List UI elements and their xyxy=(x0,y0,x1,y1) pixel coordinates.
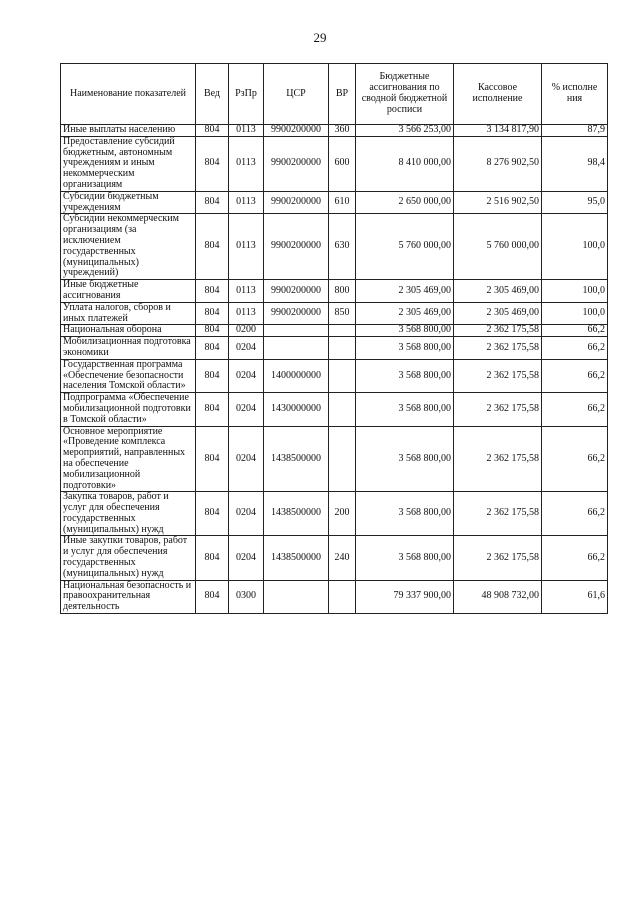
row-budget: 3 568 800,00 xyxy=(356,359,454,392)
table-row xyxy=(61,580,608,613)
row-percent: 100,0 xyxy=(542,214,608,280)
table-row xyxy=(61,359,608,392)
row-csr: 1430000000 xyxy=(264,393,329,426)
row-name: Подпрограмма «Обеспечение мобилизационной подготовки в Томской области» xyxy=(61,393,196,426)
row-rzpr: 0113 xyxy=(229,214,264,280)
row-ved: 804 xyxy=(196,280,229,303)
row-cash: 2 305 469,00 xyxy=(454,280,542,303)
row-rzpr: 0113 xyxy=(229,191,264,214)
row-rzpr: 0204 xyxy=(229,536,264,580)
row-csr: 9900200000 xyxy=(264,125,329,137)
row-ved: 804 xyxy=(196,359,229,392)
row-cash: 2 362 175,58 xyxy=(454,325,542,337)
row-ved: 804 xyxy=(196,426,229,492)
row-vr: 200 xyxy=(329,492,356,536)
row-cash: 2 362 175,58 xyxy=(454,492,542,536)
row-budget: 2 650 000,00 xyxy=(356,191,454,214)
row-ved: 804 xyxy=(196,191,229,214)
row-rzpr: 0200 xyxy=(229,325,264,337)
row-csr: 1400000000 xyxy=(264,359,329,392)
row-csr: 1438500000 xyxy=(264,492,329,536)
row-rzpr: 0204 xyxy=(229,393,264,426)
row-percent: 95,0 xyxy=(542,191,608,214)
row-vr xyxy=(329,426,356,492)
header-name: Наименование показателей xyxy=(61,64,196,125)
row-csr: 1438500000 xyxy=(264,536,329,580)
row-budget: 3 568 800,00 xyxy=(356,492,454,536)
row-vr xyxy=(329,325,356,337)
row-percent: 66,2 xyxy=(542,337,608,360)
row-vr xyxy=(329,580,356,613)
row-vr xyxy=(329,337,356,360)
row-percent: 66,2 xyxy=(542,492,608,536)
row-name: Основное мероприятие «Проведение комплекса мероприятий, направленных на обеспечение мобилизационной подготовки» xyxy=(61,426,196,492)
table-row xyxy=(61,191,608,214)
row-budget: 5 760 000,00 xyxy=(356,214,454,280)
row-percent: 66,2 xyxy=(542,426,608,492)
row-cash: 5 760 000,00 xyxy=(454,214,542,280)
table-row xyxy=(61,302,608,325)
row-vr: 360 xyxy=(329,125,356,137)
row-name: Уплата налогов, сборов и иных платежей xyxy=(61,302,196,325)
row-csr: 9900200000 xyxy=(264,302,329,325)
row-rzpr: 0204 xyxy=(229,359,264,392)
row-percent: 66,2 xyxy=(542,393,608,426)
row-percent: 66,2 xyxy=(542,536,608,580)
row-ved: 804 xyxy=(196,337,229,360)
table-row xyxy=(61,393,608,426)
row-vr xyxy=(329,359,356,392)
row-budget: 79 337 900,00 xyxy=(356,580,454,613)
row-rzpr: 0113 xyxy=(229,280,264,303)
row-ved: 804 xyxy=(196,325,229,337)
row-vr: 600 xyxy=(329,136,356,191)
row-budget: 2 305 469,00 xyxy=(356,280,454,303)
row-name: Национальная оборона xyxy=(61,325,196,337)
row-ved: 804 xyxy=(196,536,229,580)
row-cash: 2 362 175,58 xyxy=(454,337,542,360)
row-ved: 804 xyxy=(196,125,229,137)
row-name: Иные закупки товаров, работ и услуг для обеспечения государственных (муниципальных) нужд xyxy=(61,536,196,580)
row-csr xyxy=(264,337,329,360)
row-cash: 8 276 902,50 xyxy=(454,136,542,191)
row-percent: 66,2 xyxy=(542,325,608,337)
row-name: Иные бюджетные ассигнования xyxy=(61,280,196,303)
table-header-row xyxy=(61,64,608,125)
row-cash: 48 908 732,00 xyxy=(454,580,542,613)
row-name: Мобилизационная подготовка экономики xyxy=(61,337,196,360)
row-csr: 9900200000 xyxy=(264,191,329,214)
page-number: 29 xyxy=(313,30,327,45)
table-row xyxy=(61,125,608,137)
budget-execution-table xyxy=(60,63,608,614)
header-percent: % исполне ния xyxy=(542,64,608,125)
row-cash: 3 134 817,90 xyxy=(454,125,542,137)
row-cash: 2 362 175,58 xyxy=(454,536,542,580)
table-row xyxy=(61,426,608,492)
row-percent: 100,0 xyxy=(542,280,608,303)
table-row xyxy=(61,280,608,303)
header-rzpr: РзПр xyxy=(229,64,264,125)
table-row xyxy=(61,492,608,536)
row-rzpr: 0113 xyxy=(229,136,264,191)
row-budget: 3 568 800,00 xyxy=(356,536,454,580)
row-ved: 804 xyxy=(196,214,229,280)
header-budget: Бюджетные ассигнования по сводной бюджетной росписи xyxy=(356,64,454,125)
table-row xyxy=(61,325,608,337)
row-name: Государственная программа «Обеспечение безопасности населения Томской области» xyxy=(61,359,196,392)
row-cash: 2 305 469,00 xyxy=(454,302,542,325)
row-rzpr: 0113 xyxy=(229,302,264,325)
row-ved: 804 xyxy=(196,393,229,426)
row-name: Закупка товаров, работ и услуг для обеспечения государственных (муниципальных) нужд xyxy=(61,492,196,536)
table-row xyxy=(61,337,608,360)
row-ved: 804 xyxy=(196,302,229,325)
row-percent: 61,6 xyxy=(542,580,608,613)
header-cash: Кассовое исполнение xyxy=(454,64,542,125)
row-rzpr: 0204 xyxy=(229,426,264,492)
row-cash: 2 362 175,58 xyxy=(454,393,542,426)
row-ved: 804 xyxy=(196,492,229,536)
row-budget: 3 568 800,00 xyxy=(356,393,454,426)
row-csr: 9900200000 xyxy=(264,280,329,303)
row-csr xyxy=(264,325,329,337)
row-budget: 3 568 800,00 xyxy=(356,426,454,492)
row-vr: 800 xyxy=(329,280,356,303)
row-csr: 1438500000 xyxy=(264,426,329,492)
table-row xyxy=(61,536,608,580)
row-csr xyxy=(264,580,329,613)
header-vr: ВР xyxy=(329,64,356,125)
row-cash: 2 362 175,58 xyxy=(454,359,542,392)
row-vr: 610 xyxy=(329,191,356,214)
row-vr: 850 xyxy=(329,302,356,325)
row-name: Предоставление субсидий бюджетным, автономным учреждениям и иным некоммерческим организациям xyxy=(61,136,196,191)
row-name: Субсидии бюджетным учреждениям xyxy=(61,191,196,214)
row-percent: 98,4 xyxy=(542,136,608,191)
row-rzpr: 0204 xyxy=(229,492,264,536)
row-rzpr: 0113 xyxy=(229,125,264,137)
row-rzpr: 0300 xyxy=(229,580,264,613)
row-csr: 9900200000 xyxy=(264,136,329,191)
table-row xyxy=(61,214,608,280)
row-name: Национальная безопасность и правоохранительная деятельность xyxy=(61,580,196,613)
row-percent: 100,0 xyxy=(542,302,608,325)
table-row xyxy=(61,136,608,191)
row-budget: 3 568 800,00 xyxy=(356,337,454,360)
row-cash: 2 516 902,50 xyxy=(454,191,542,214)
row-vr: 630 xyxy=(329,214,356,280)
row-ved: 804 xyxy=(196,580,229,613)
row-budget: 3 566 253,00 xyxy=(356,125,454,137)
row-csr: 9900200000 xyxy=(264,214,329,280)
row-cash: 2 362 175,58 xyxy=(454,426,542,492)
row-percent: 66,2 xyxy=(542,359,608,392)
row-budget: 8 410 000,00 xyxy=(356,136,454,191)
row-vr xyxy=(329,393,356,426)
row-vr: 240 xyxy=(329,536,356,580)
row-name: Иные выплаты населению xyxy=(61,125,196,137)
header-ved: Вед xyxy=(196,64,229,125)
row-budget: 2 305 469,00 xyxy=(356,302,454,325)
header-csr: ЦСР xyxy=(264,64,329,125)
row-budget: 3 568 800,00 xyxy=(356,325,454,337)
row-rzpr: 0204 xyxy=(229,337,264,360)
row-percent: 87,9 xyxy=(542,125,608,137)
row-name: Субсидии некоммерческим организациям (за исключением государственных (муниципальных) учреждений) xyxy=(61,214,196,280)
row-ved: 804 xyxy=(196,136,229,191)
